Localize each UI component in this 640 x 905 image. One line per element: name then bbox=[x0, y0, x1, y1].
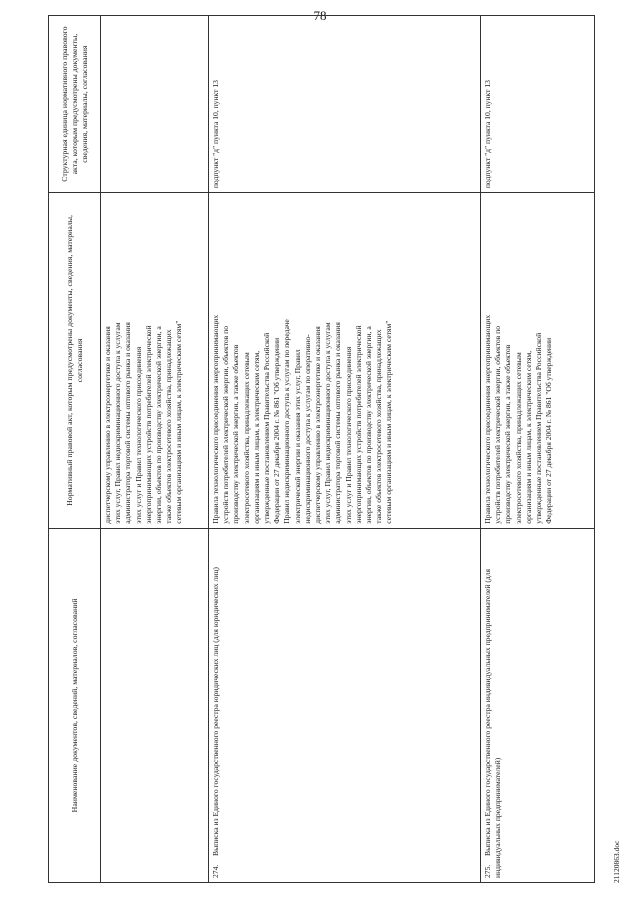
row-number: 275. bbox=[483, 864, 492, 878]
row-legal-act: диспетчерскому управлению в электроэнергетике и оказания этих услуг, Правил недискриминационного доступа к услугам администратора торговой системы оптового рынка и оказания этих услуг и Правил технологического присоединения энергопринимающих устройств потребителей электрической энергии, объектов по производству электрической энергии, а также объектов электросетевого хозяйства, принадлежащих сетевым организациям и иным лицам, к электрическим сетям" bbox=[101, 193, 209, 529]
table-row bbox=[101, 16, 209, 883]
row-legal-act: Правила технологического присоединения энергопринимающих устройств потребителей электрической энергии, объектов по производству электрической энергии, а также объектов электросетевого хозяйства, принадлежащих сетевым организациям и иным лицам, к электрическим сетям, утвержденные постановлением Правительства Российской Федерации от 27 декабря 2004 г. № 861 "Об утверждении Правил недискриминационного доступа к услугам по передаче электрической энергии и оказания этих услуг, Правил недискриминационного доступа к услугам по оперативно- диспетчерскому управлению в электроэнергетике и оказания этих услуг, Правил недискриминационного доступа к услугам администратора торговой системы оптового рынка и оказания этих услуг и Правил технологического присоединения энергопринимающих устройств потребителей электрической энергии, объектов по производству электрической энергии, а также объектов электросетевого хозяйства, принадлежащих сетевым организациям и иным лицам, к электрическим сетям" bbox=[209, 193, 481, 529]
table-header-row bbox=[49, 16, 101, 883]
row-structural-unit: подпункт "д" пункта 10, пункт 13 bbox=[209, 16, 481, 193]
row-number: 274. bbox=[211, 864, 220, 878]
table-row bbox=[209, 16, 481, 883]
row-structural-unit bbox=[101, 16, 209, 193]
table-row bbox=[481, 16, 595, 883]
documents-table bbox=[48, 15, 595, 883]
row-name: Выписка из Единого государственного реестра юридических лиц (для юридических лиц) bbox=[211, 567, 220, 856]
header-legal-act: Нормативный правовой акт, которым предусмотрены документы, сведения, материалы, согласования bbox=[49, 193, 101, 529]
row-legal-act: Правила технологического присоединения энергопринимающих устройств потребителей электрической энергии, объектов по производству электрической энергии, а также объектов электросетевого хозяйства, принадлежащих сетевым организациям и иным лицам, к электрическим сетям, утвержденные постановлением Правительства Российской Федерации от 27 декабря 2004 г. № 861 "Об утверждении bbox=[481, 193, 595, 529]
row-name: Выписка из Единого государственного реестра индивидуальных предпринимателей (для индивидуальных предпринимателей) bbox=[483, 568, 503, 878]
footer-filename: 2112086З.doc bbox=[612, 840, 621, 883]
row-name-cell bbox=[481, 528, 595, 882]
row-name-cell bbox=[101, 528, 209, 882]
header-documents: Наименование документов, сведений, материалов, согласований bbox=[49, 528, 101, 882]
page-number: 78 bbox=[313, 8, 327, 23]
header-structural-unit: Структурная единица нормативного правового акта, которым предусмотрены документы, сведения, материалы, согласования bbox=[49, 16, 101, 193]
row-name-cell bbox=[209, 528, 481, 882]
row-structural-unit: подпункт "д" пункта 10, пункт 13 bbox=[481, 16, 595, 193]
